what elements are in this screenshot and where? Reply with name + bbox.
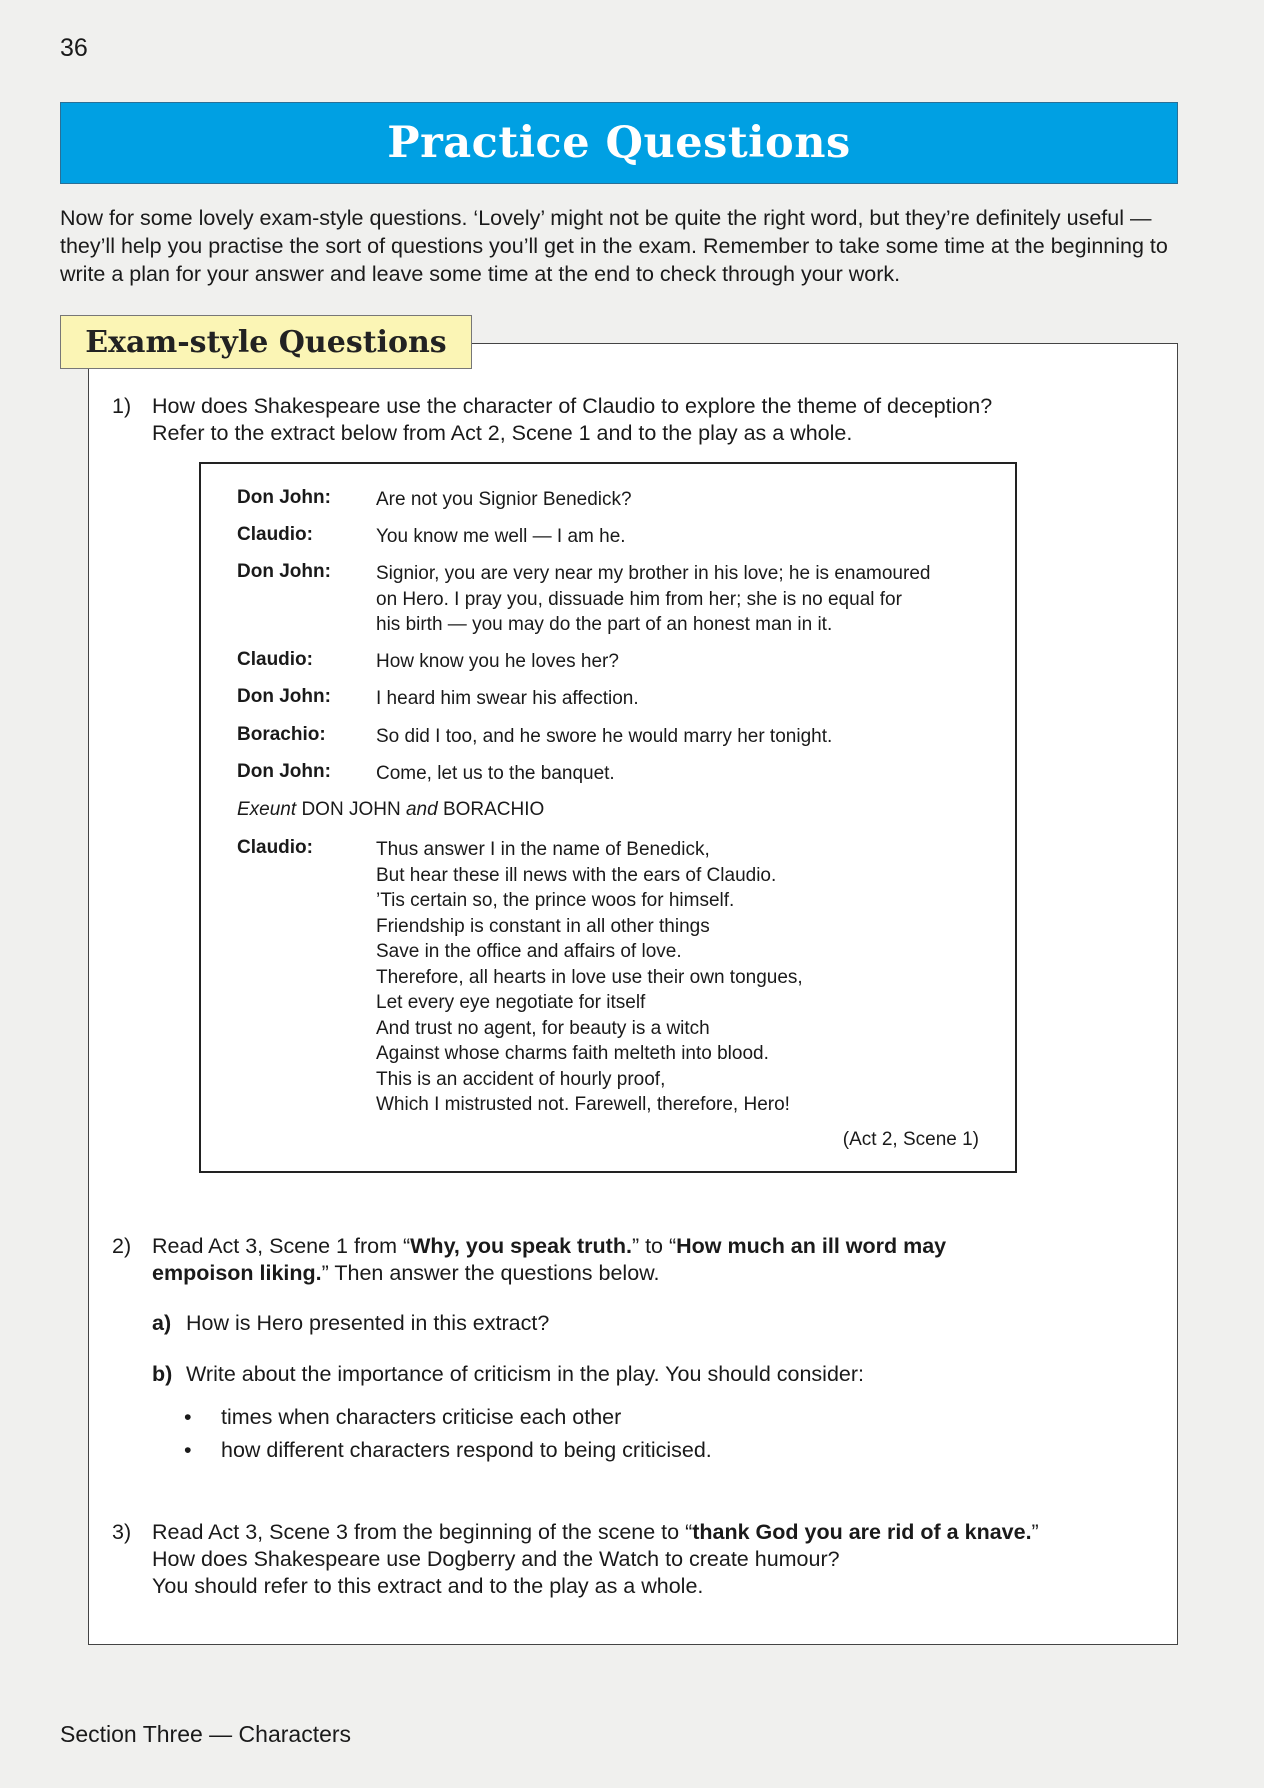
title-banner <box>60 102 1178 184</box>
exam-questions-tab <box>60 315 472 369</box>
list-item-text: how different characters respond to being criticised. <box>221 1438 712 1462</box>
question-text <box>152 1519 1162 1600</box>
question-text-part: ” Then answer the questions below. <box>321 1261 660 1285</box>
intro-paragraph: Now for some lovely exam-style questions. ‘Lovely’ might not be quite the right word, but they’re definitely useful — they’ll help you practise the sort of questions you’ll get in the exam. Remember to take some time at the beginning to write a plan for your answer and leave some time at the end to check through your work. <box>60 206 1168 286</box>
question-text <box>152 393 1112 447</box>
bullet-icon: • <box>184 1405 192 1429</box>
question-line <box>152 1519 1162 1546</box>
sub-question-b <box>152 1361 1102 1388</box>
quote-end: thank God you are rid of a knave. <box>692 1520 1032 1544</box>
exam-questions-heading: Exam-style Questions <box>85 324 447 360</box>
speaker-name: Don John: <box>237 561 331 582</box>
speaker-name: Claudio: <box>237 837 313 858</box>
sub-question-label: b) <box>152 1362 173 1386</box>
speech-text: I heard him swear his affection. <box>376 688 639 709</box>
question-line: You should refer to this extract and to the play as a whole. <box>152 1574 704 1598</box>
speaker-name: Borachio: <box>237 724 326 745</box>
speaker-name: Don John: <box>237 686 331 707</box>
stage-direction-exeunt: Exeunt <box>237 799 297 820</box>
play-extract <box>199 462 1017 1173</box>
sub-question-text: Write about the importance of criticism in the play. You should consider: <box>186 1362 865 1386</box>
question-number: 1) <box>112 394 132 418</box>
sub-question-label: a) <box>152 1311 172 1335</box>
speech-text: You know me well — I am he. <box>376 526 626 547</box>
stage-direction-names: BORACHIO <box>442 799 545 820</box>
speaker-name: Don John: <box>237 487 331 508</box>
bullet-icon: • <box>184 1438 192 1462</box>
list-item <box>184 1401 712 1434</box>
speech-text: How know you he loves her? <box>376 651 619 672</box>
extract-citation: (Act 2, Scene 1) <box>842 1129 979 1150</box>
list-item <box>184 1434 712 1467</box>
question-number: 3) <box>112 1520 132 1544</box>
sub-question-text: How is Hero presented in this extract? <box>186 1311 550 1335</box>
question-line: Refer to the extract below from Act 2, Scene 1 and to the play as a whole. <box>152 421 853 445</box>
sub-question-a <box>152 1310 1052 1337</box>
stage-direction <box>237 799 544 821</box>
question-number: 2) <box>112 1234 132 1258</box>
question-text <box>152 1233 1002 1287</box>
speech-text: Thus answer I in the name of Benedick, But hear these ill news with the ears of Claudio. ’Tis certain so, the prince woos for himself. Friendship is constant in all other things Save in the office and affairs of love. Therefore, all hearts in love use their own tongues, Let every eye negotiate for itself And trust no agent, for beauty is a witch Against whose charms faith melteth into blood. This is an accident of hourly proof, Which I mistrusted not. Farewell, therefore, Hero! <box>376 839 803 1115</box>
question-text-part: Read Act 3, Scene 3 from the beginning of the scene to “ <box>152 1520 693 1544</box>
question-2 <box>112 1233 1112 1287</box>
speaker-name: Don John: <box>237 761 331 782</box>
speech-text: So did I too, and he swore he would marry her tonight. <box>376 726 833 747</box>
section-footer: Section Three — Characters <box>60 1721 352 1747</box>
question-3 <box>112 1519 1162 1600</box>
speaker-name: Claudio: <box>237 649 313 670</box>
question-text-part: Read Act 3, Scene 1 from “ <box>152 1234 411 1258</box>
question-text-part: ” <box>1031 1520 1039 1544</box>
question-1 <box>112 393 1112 447</box>
speech-text: Signior, you are very near my brother in his love; he is enamoured on Hero. I pray you, dissuade him from her; she is no equal for his birth — you may do the part of an honest man in it. <box>376 563 931 635</box>
stage-direction-names: DON JOHN <box>301 799 401 820</box>
question-line: How does Shakespeare use Dogberry and the Watch to create humour? <box>152 1547 840 1571</box>
page-number: 36 <box>60 34 88 62</box>
page-title: Practice Questions <box>387 118 851 168</box>
quote-start: Why, you speak truth. <box>410 1234 632 1258</box>
speech-text: Come, let us to the banquet. <box>376 763 615 784</box>
consider-list <box>184 1401 712 1467</box>
speaker-name: Claudio: <box>237 524 313 545</box>
list-item-text: times when characters criticise each other <box>221 1405 622 1429</box>
speech-text: Are not you Signior Benedick? <box>376 489 632 510</box>
question-line: How does Shakespeare use the character of Claudio to explore the theme of deception? <box>152 394 993 418</box>
quote-end: How much an ill word may empoison liking. <box>152 1234 947 1285</box>
stage-direction-and: and <box>405 799 438 820</box>
question-text-part: ” to “ <box>631 1234 677 1258</box>
